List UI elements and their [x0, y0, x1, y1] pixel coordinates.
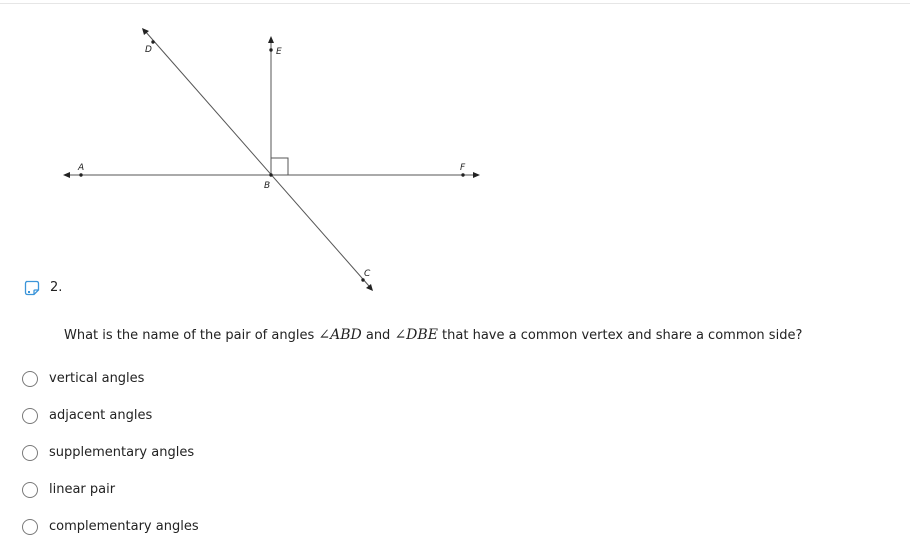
label-c: C [364, 269, 371, 279]
option-label: supplementary angles [49, 445, 195, 460]
answer-options [22, 370, 199, 555]
question-prompt [64, 326, 802, 345]
radio-icon[interactable] [22, 408, 38, 424]
radio-icon[interactable] [22, 519, 38, 535]
label-f: F [460, 163, 466, 173]
option-adjacent-angles[interactable] [22, 407, 199, 444]
bookmark-icon[interactable] [24, 280, 40, 296]
label-a: A [78, 163, 85, 173]
label-b: B [264, 181, 271, 191]
option-label: vertical angles [49, 371, 145, 386]
point-f [461, 173, 464, 176]
arrow-right [473, 172, 480, 178]
point-b [269, 173, 272, 176]
radio-icon[interactable] [22, 482, 38, 498]
option-label: linear pair [49, 482, 116, 497]
angle-abd: ∠ABD [318, 327, 362, 343]
point-a [79, 173, 82, 176]
radio-icon[interactable] [22, 445, 38, 461]
option-label: adjacent angles [49, 408, 153, 423]
right-angle-marker [271, 158, 288, 175]
label-d: D [145, 45, 152, 55]
prompt-text-before: What is the name of the pair of angles [64, 328, 319, 343]
prompt-text-after: that have a common vertex and share a common side? [437, 328, 803, 343]
option-linear-pair[interactable] [22, 481, 199, 518]
option-vertical-angles[interactable] [22, 370, 199, 407]
point-e [269, 48, 272, 51]
option-supplementary-angles[interactable] [22, 444, 199, 481]
label-e: E [276, 47, 282, 57]
prompt-text-middle: and [361, 328, 395, 343]
arrow-up [268, 36, 274, 43]
radio-icon[interactable] [22, 371, 38, 387]
option-label: complementary angles [49, 519, 199, 534]
line-dc [145, 31, 369, 286]
question-number: 2. [50, 280, 63, 295]
point-d [151, 40, 154, 43]
angle-dbe: ∠DBE [394, 327, 438, 343]
arrow-left [63, 172, 70, 178]
option-complementary-angles[interactable] [22, 518, 199, 555]
arrow-down-right [366, 284, 373, 291]
